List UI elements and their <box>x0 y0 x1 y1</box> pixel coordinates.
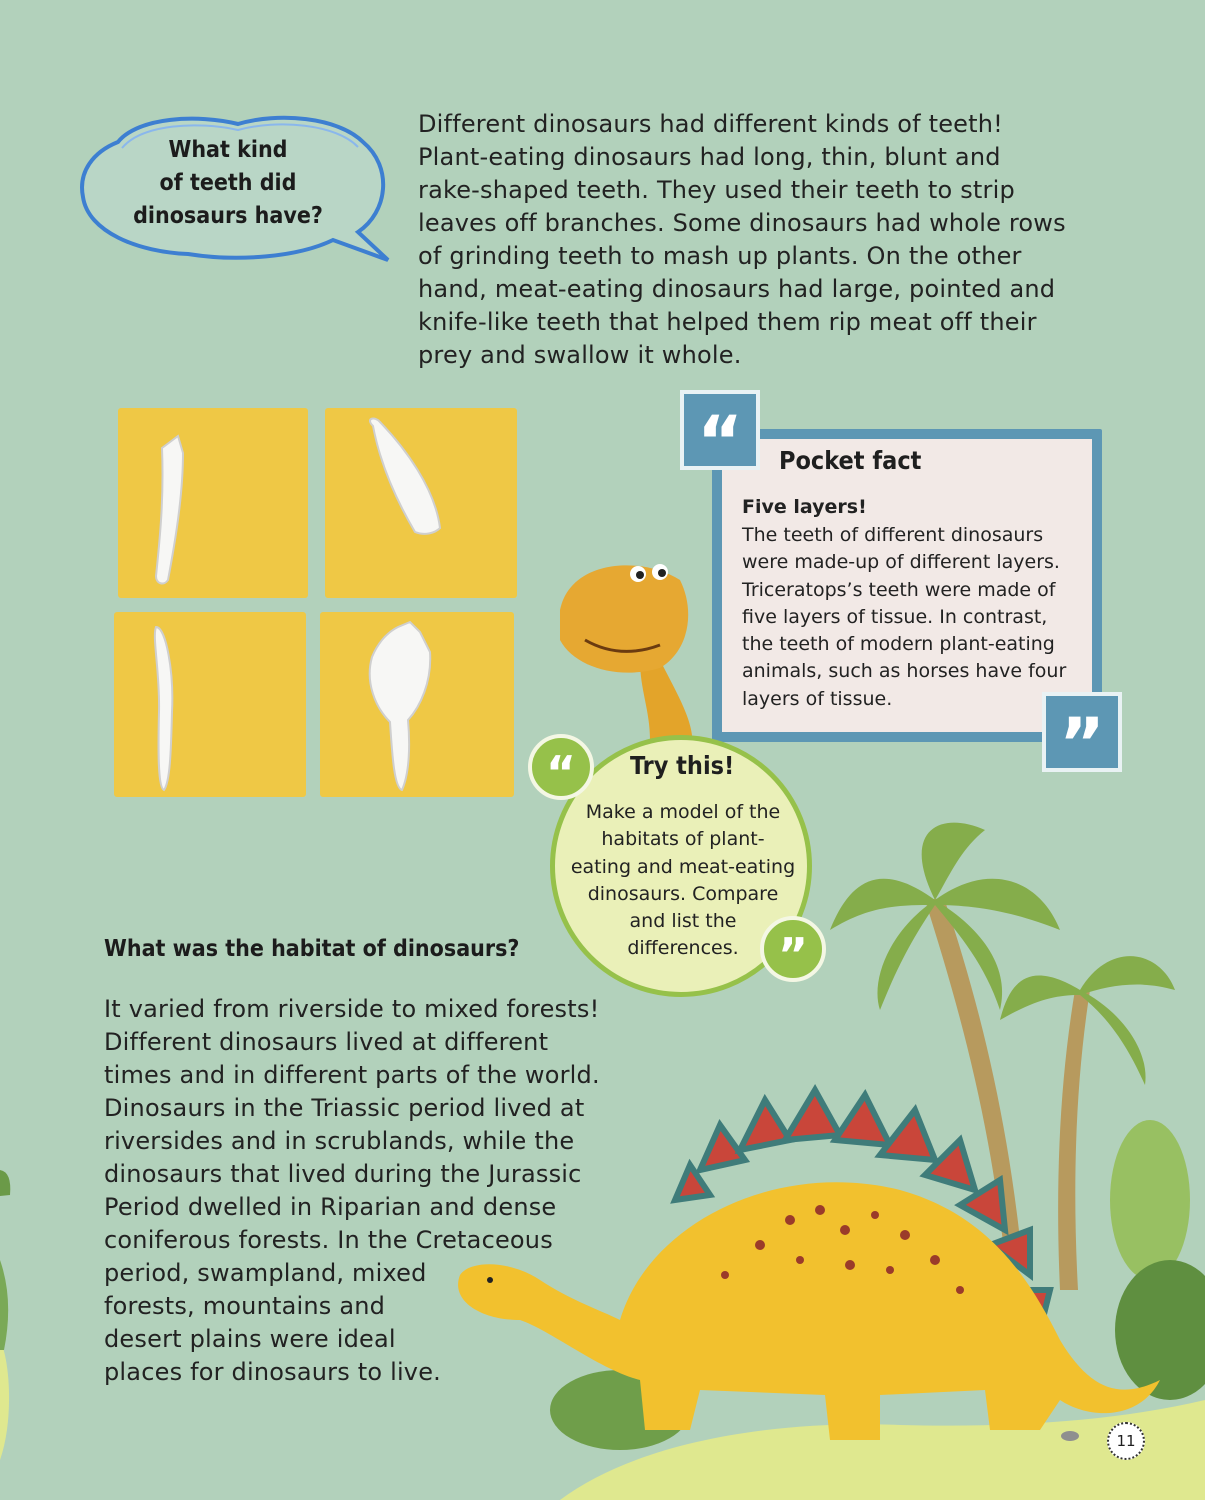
pocket-fact-title: Pocket fact <box>779 446 922 475</box>
tooth-tile-2 <box>325 408 517 598</box>
question-bubble <box>78 112 398 272</box>
tooth-tile-1 <box>118 408 308 598</box>
leaf-shaped-tooth-image <box>320 612 514 797</box>
try-open-quote-badge <box>528 734 594 800</box>
pointed-tooth-image <box>325 408 517 598</box>
blunt-tooth-image <box>118 408 308 598</box>
thin-tooth-image <box>114 612 306 797</box>
pocket-fact-subtitle: Five layers! <box>742 496 867 518</box>
try-open-quote-glyph: “ <box>545 746 577 800</box>
page-number: 11 <box>1107 1422 1145 1460</box>
habitat-paragraph: It varied from riverside to mixed forests! Different dinosaurs lived at different times and in different parts of the world. Dinosaurs in the Triassic period lived at riversides and in scrublands, while the dinosaurs that lived during the Jurassic Period dwelled in Riparian and dense coniferous forests. In the Cretaceous period, swampland, mixed forests, mountains and desert plains were ideal places for dinosaurs to live. <box>104 995 600 1386</box>
tooth-tile-4 <box>320 612 514 797</box>
close-quote-glyph: ” <box>1058 703 1105 785</box>
try-this-title: Try this! <box>630 751 735 780</box>
pocket-fact-body: The teeth of different dinosaurs were made-up of different layers. Triceratops’s teeth were made of five layers of tissue. In contrast, the teeth of modern plant-eating animals, such as horses have four layers of tissue. <box>742 524 1067 710</box>
tooth-tile-3 <box>114 612 306 797</box>
intro-paragraph: Different dinosaurs had different kinds of teeth! Plant-eating dinosaurs had long, thin, blunt and rake-shaped teeth. They used their teeth to strip leaves off branches. Some dinosaurs had whole rows of grinding teeth to mash up plants. On the other hand, meat-eating dinosaurs had large, pointed and knife-like teeth that helped them rip meat off their prey and swallow it whole. <box>418 110 1066 369</box>
try-close-quote-glyph: ” <box>777 928 809 982</box>
open-quote-glyph: “ <box>696 401 743 483</box>
open-quote-badge <box>680 390 760 483</box>
try-this-body: Make a model of the habitats of plant- eating and meat-eating dinosaurs. Compare and list the differences. <box>570 801 796 960</box>
habitat-heading: What was the habitat of dinosaurs? <box>104 936 520 962</box>
question-text: What kind of teeth did dinosaurs have? <box>133 137 323 229</box>
